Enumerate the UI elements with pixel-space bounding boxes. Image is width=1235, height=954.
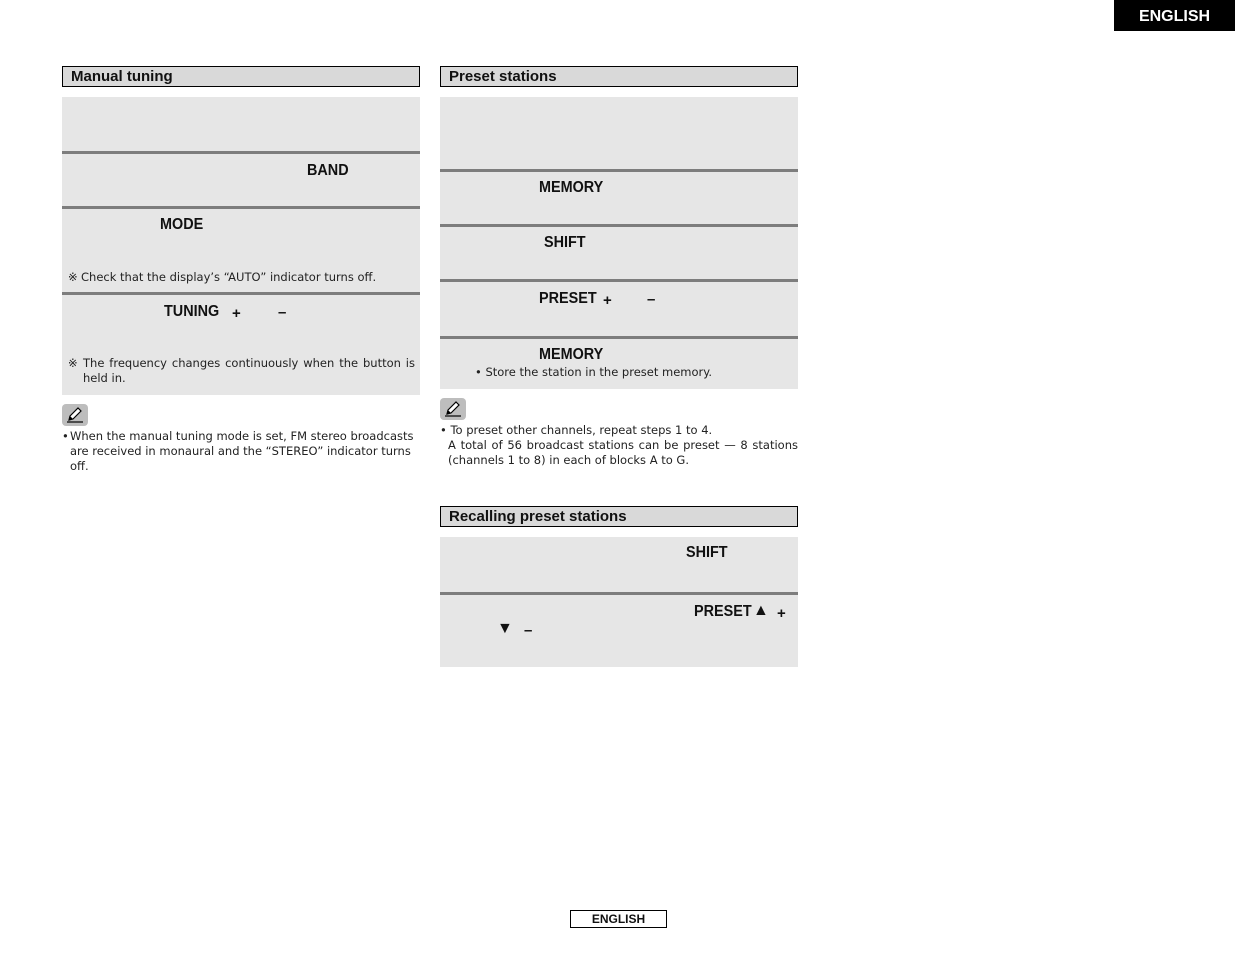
tuning-key: TUNING — [164, 303, 220, 320]
recall-step-1 — [440, 537, 798, 592]
down-arrow-icon: ▼ — [497, 620, 513, 637]
preset-plus: + — [603, 292, 612, 309]
shift-key: SHIFT — [544, 234, 586, 251]
manual-step-3 — [62, 206, 420, 292]
tuning-plus: + — [232, 305, 241, 322]
manual-tuning-heading: Manual tuning — [62, 66, 420, 87]
band-key: BAND — [307, 162, 349, 179]
mode-key: MODE — [160, 216, 204, 233]
pencil-icon — [440, 398, 466, 420]
preset-key-recall: PRESET — [694, 603, 752, 620]
preset-step-4 — [440, 279, 798, 337]
store-station-note: • Store the station in the preset memory. — [475, 365, 713, 379]
manual-memo-note: • When the manual tuning mode is set, FM stereo broadcasts are received in monaural and the “STEREO” indicator turns off. — [62, 429, 414, 473]
recall-plus: + — [777, 605, 786, 622]
preset-step-3 — [440, 224, 798, 280]
preset-step-2 — [440, 169, 798, 225]
preset-stations-heading: Preset stations — [440, 66, 798, 87]
recall-minus: – — [524, 622, 533, 639]
tuning-minus: – — [278, 304, 287, 321]
preset-step-1 — [440, 97, 798, 169]
auto-indicator-note: ※ Check that the display’s “AUTO” indicator turns off. — [68, 270, 377, 284]
up-arrow-icon: ▲ — [753, 602, 769, 619]
language-tab: ENGLISH — [1114, 0, 1235, 31]
recall-step-2 — [440, 592, 798, 667]
frequency-note: ※ The frequency changes continuously when the button is held in. — [68, 356, 415, 385]
memory-key-2: MEMORY — [539, 346, 604, 363]
recalling-heading: Recalling preset stations — [440, 506, 798, 527]
preset-step-5 — [440, 336, 798, 389]
manual-step-1 — [62, 97, 420, 151]
preset-memo-note: • To preset other channels, repeat steps 1 to 4. A total of 56 broadcast stations can be preset — 8 stations (channels 1 to 8) in each of blocks A to G. — [440, 423, 798, 467]
pencil-icon — [62, 404, 88, 426]
manual-step-2 — [62, 151, 420, 206]
manual-step-4 — [62, 292, 420, 395]
preset-minus: – — [647, 291, 656, 308]
memory-key: MEMORY — [539, 179, 604, 196]
shift-key-recall: SHIFT — [686, 544, 728, 561]
preset-key: PRESET — [539, 290, 597, 307]
footer-language-label: ENGLISH — [570, 910, 667, 928]
